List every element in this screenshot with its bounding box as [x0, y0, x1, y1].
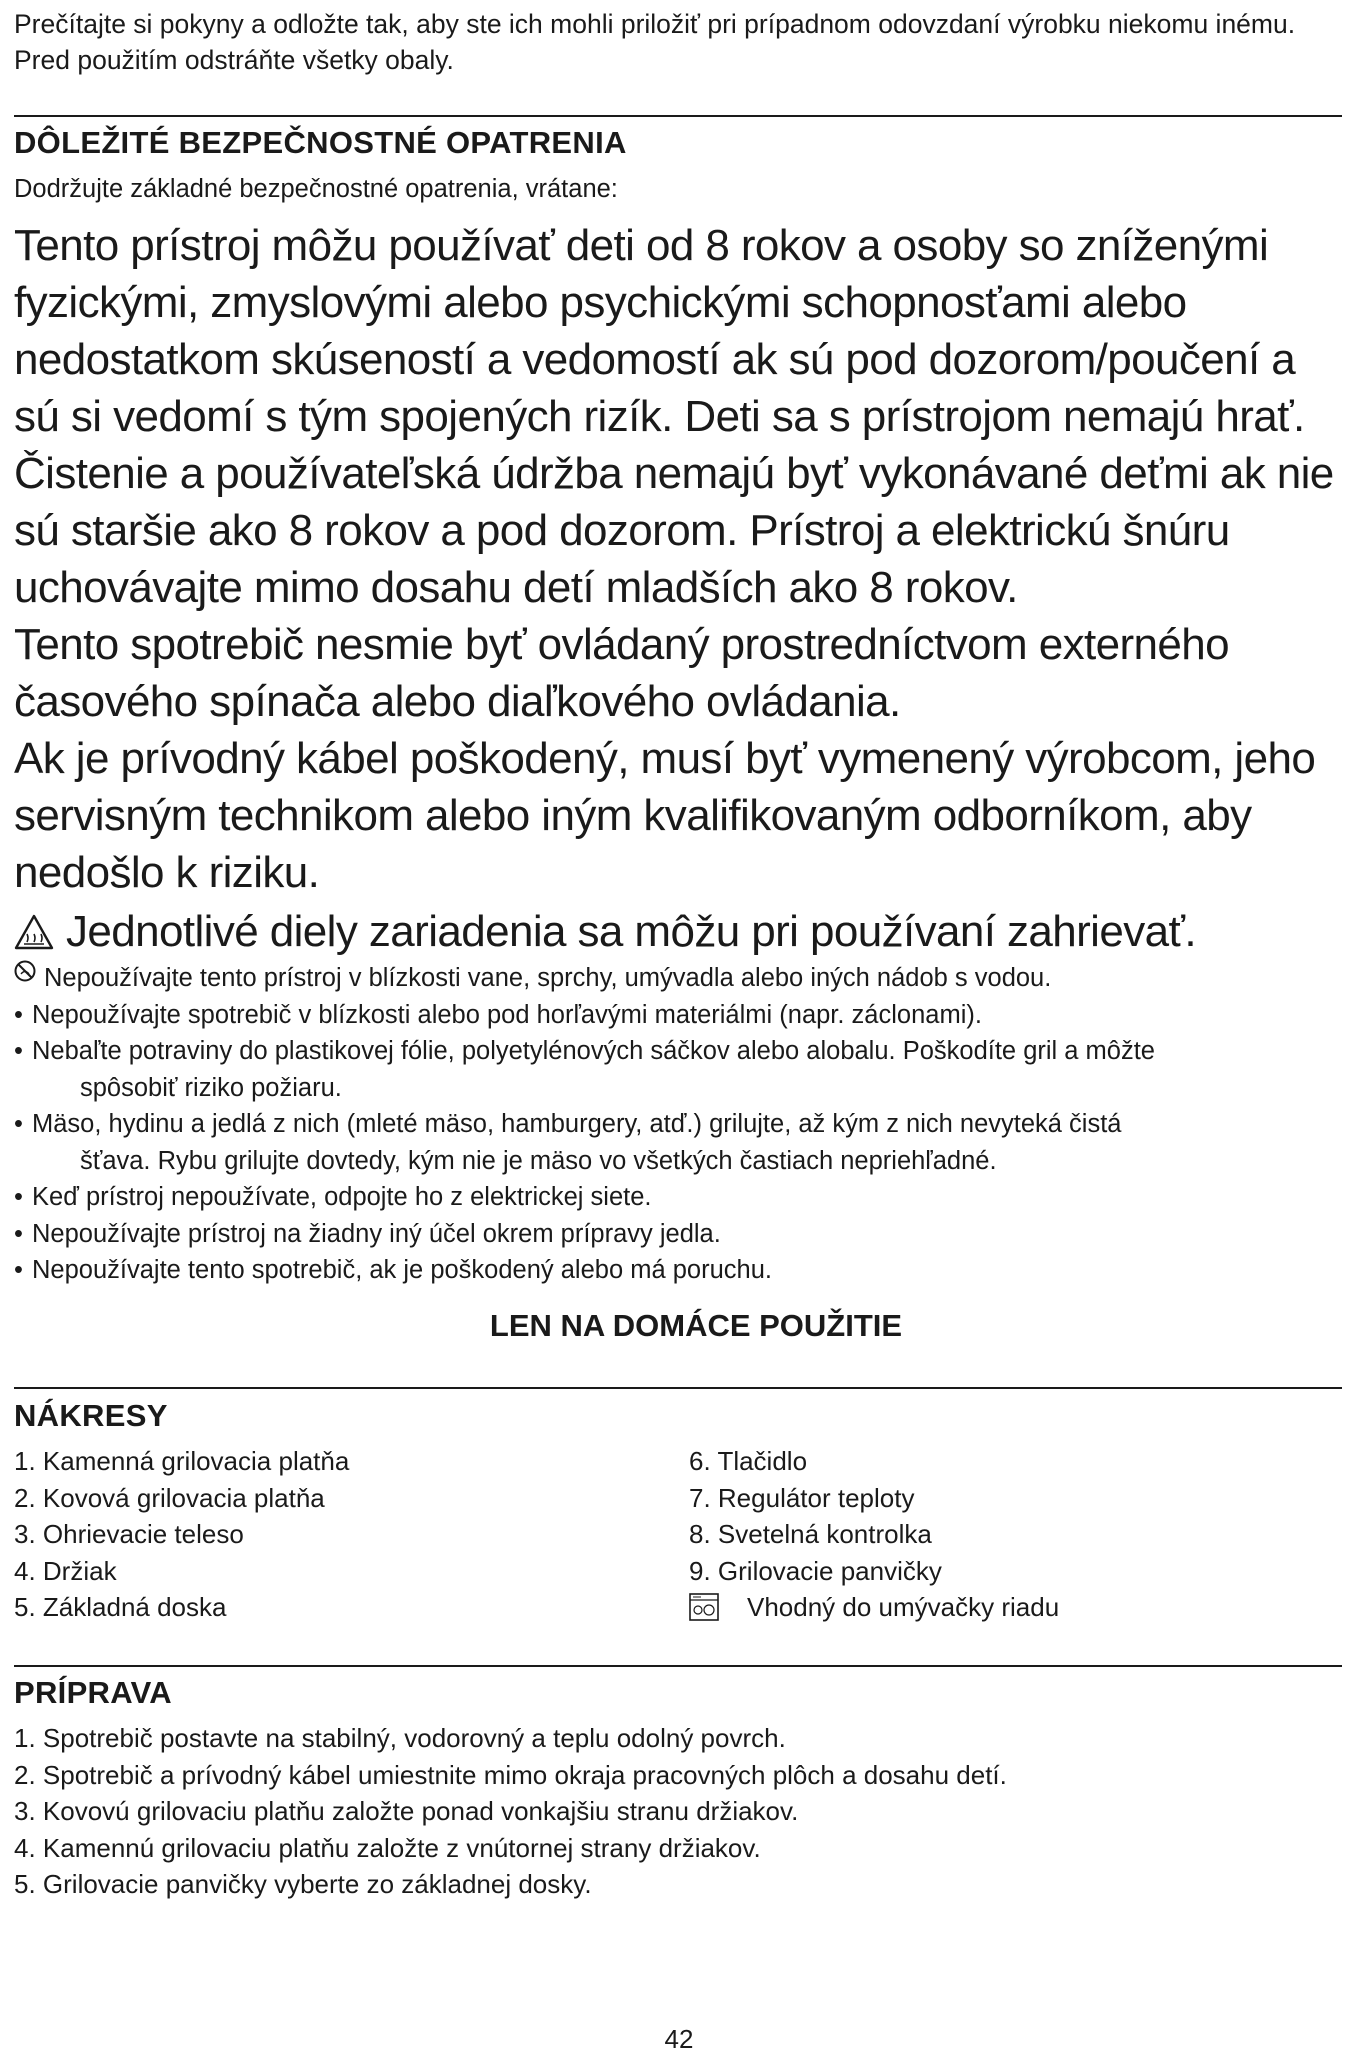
hot-surface-icon	[14, 914, 54, 950]
hot-warning	[14, 903, 1196, 960]
bullet-continuation: spôsobiť riziko požiaru.	[80, 1073, 342, 1102]
dishwasher-icon	[689, 1593, 719, 1621]
list-item: 5. Základná doska	[14, 1592, 227, 1622]
section-divider	[14, 115, 1342, 117]
safety-title: DÔLEŽITÉ BEZPEČNOSTNÉ OPATRENIA	[14, 125, 627, 160]
list-item: • Keď prístroj nepoužívate, odpojte ho z elektrickej siete.	[14, 1179, 1344, 1216]
drawings-right-column	[689, 1443, 1059, 1626]
intro-text: Prečítajte si pokyny a odložte tak, aby ste ich mohli priložiť pri prípadnom odovzdaní výrobku niekomu inému. Pred použitím odstráňte všetky obaly.	[14, 9, 1296, 75]
list-item: 9. Grilovacie panvičky	[689, 1555, 942, 1586]
list-item: 1. Spotrebič postavte na stabilný, vodorovný a teplu odolný povrch.	[14, 1723, 786, 1753]
bullet-text: Nepoužívajte prístroj na žiadny iný účel okrem prípravy jedla.	[32, 1219, 721, 1248]
preparation-title: PRÍPRAVA	[14, 1675, 172, 1710]
list-item: 2. Kovová grilovacia platňa	[14, 1482, 325, 1513]
list-item: • Nepoužívajte prístroj na žiadny iný účel okrem prípravy jedla.	[14, 1216, 1344, 1253]
preparation-steps	[14, 1720, 1007, 1903]
cable-paragraph: Ak je prívodný kábel poškodený, musí byť vymenený výrobcom, jeho servisným technikom alebo iným kvalifikovaným odborníkom, aby nedošlo k riziku.	[14, 734, 1316, 897]
drawings-left-column	[14, 1443, 349, 1626]
list-item: 3. Kovovú grilovaciu platňu založte ponad vonkajšiu stranu držiakov.	[14, 1796, 799, 1826]
household-only-title: LEN NA DOMÁCE POUŽITIE	[489, 1308, 903, 1343]
list-item: 2. Spotrebič a prívodný kábel umiestnite mimo okraja pracovných plôch a dosahu detí.	[14, 1759, 1007, 1790]
bullet-text: Nepoužívajte spotrebič v blízkosti alebo pod horľavými materiálmi (napr. záclonami).	[32, 1000, 982, 1029]
list-item: 4. Kamennú grilovaciu platňu založte z vnútornej strany držiakov.	[14, 1832, 761, 1863]
bullet-continuation: šťava. Rybu grilujte dovtedy, kým nie je mäso vo všetkých častiach nepriehľadné.	[80, 1146, 997, 1175]
list-item: 6. Tlačidlo	[689, 1446, 808, 1476]
list-item: 1. Kamenná grilovacia platňa	[14, 1446, 350, 1476]
list-item: • Nepoužívajte tento spotrebič, ak je poškodený alebo má poruchu.	[14, 1252, 1344, 1289]
drawings-title: NÁKRESY	[14, 1398, 168, 1433]
no-water-text: Nepoužívajte tento prístroj v blízkosti vane, sprchy, umývadla alebo iných nádob s vodou.	[44, 964, 1052, 992]
hot-warning-text: Jednotlivé diely zariadenia sa môžu pri používaní zahrievať.	[66, 907, 1197, 956]
list-item: 4. Držiak	[14, 1555, 117, 1586]
bullet-text: Nebaľte potraviny do plastikovej fólie, polyetylénových sáčkov alebo alobalu. Poškodíte gril a môžte	[32, 1037, 1155, 1065]
no-water-icon	[14, 960, 36, 982]
bullet-text: Nepoužívajte tento spotrebič, ak je poškodený alebo má poruchu.	[32, 1256, 772, 1284]
section-divider	[14, 1665, 1342, 1667]
list-item	[689, 1589, 1059, 1626]
list-item: 8. Svetelná kontrolka	[689, 1519, 932, 1549]
timer-paragraph: Tento spotrebič nesmie byť ovládaný prostredníctvom externého časového spínača alebo diaľkového ovládania.	[14, 620, 1230, 726]
list-item: • Nepoužívajte spotrebič v blízkosti alebo pod horľavými materiálmi (napr. záclonami).	[14, 997, 1344, 1034]
children-usage-paragraph: Tento prístroj môžu používať deti od 8 rokov a osoby so zníženými fyzickými, zmyslovými alebo psychickými schopnosťami alebo nedostatkom skúseností a vedomostí ak sú pod dozorom/poučení a sú si vedomí s tým spojených rizík. Deti sa s prístrojom nemajú hrať. Čistenie a používateľská údržba nemajú byť vykonávané deťmi ak nie sú staršie ako 8 rokov a pod dozorom. Prístroj a elektrickú šnúru uchovávajte mimo dosahu detí mladších ako 8 rokov.	[14, 221, 1334, 612]
safety-big-text	[14, 217, 1350, 901]
section-divider	[14, 1387, 1342, 1389]
bullet-text: Keď prístroj nepoužívate, odpojte ho z elektrickej siete.	[32, 1183, 652, 1211]
list-item: 5. Grilovacie panvičky vyberte zo základnej dosky.	[14, 1869, 592, 1899]
safety-subtitle: Dodržujte základné bezpečnostné opatrenia, vrátane:	[14, 175, 618, 203]
dishwasher-text: Vhodný do umývačky riadu	[747, 1592, 1060, 1622]
list-item: 7. Regulátor teploty	[689, 1482, 915, 1513]
list-item: 3. Ohrievacie teleso	[14, 1519, 244, 1549]
safety-list	[14, 960, 1344, 1289]
list-item: • Mäso, hydinu a jedlá z nich (mleté mäso, hamburgery, atď.) grilujte, až kým z nich nevyteká čistá	[14, 1106, 1344, 1143]
page-number: 42	[664, 2024, 694, 2054]
bullet-text: Mäso, hydinu a jedlá z nich (mleté mäso, hamburgery, atď.) grilujte, až kým z nich nevyteká čistá	[32, 1110, 1122, 1138]
list-item: • Nebaľte potraviny do plastikovej fólie, polyetylénových sáčkov alebo alobalu. Poškodíte gril a môžte	[14, 1033, 1344, 1070]
list-item	[14, 960, 1344, 997]
